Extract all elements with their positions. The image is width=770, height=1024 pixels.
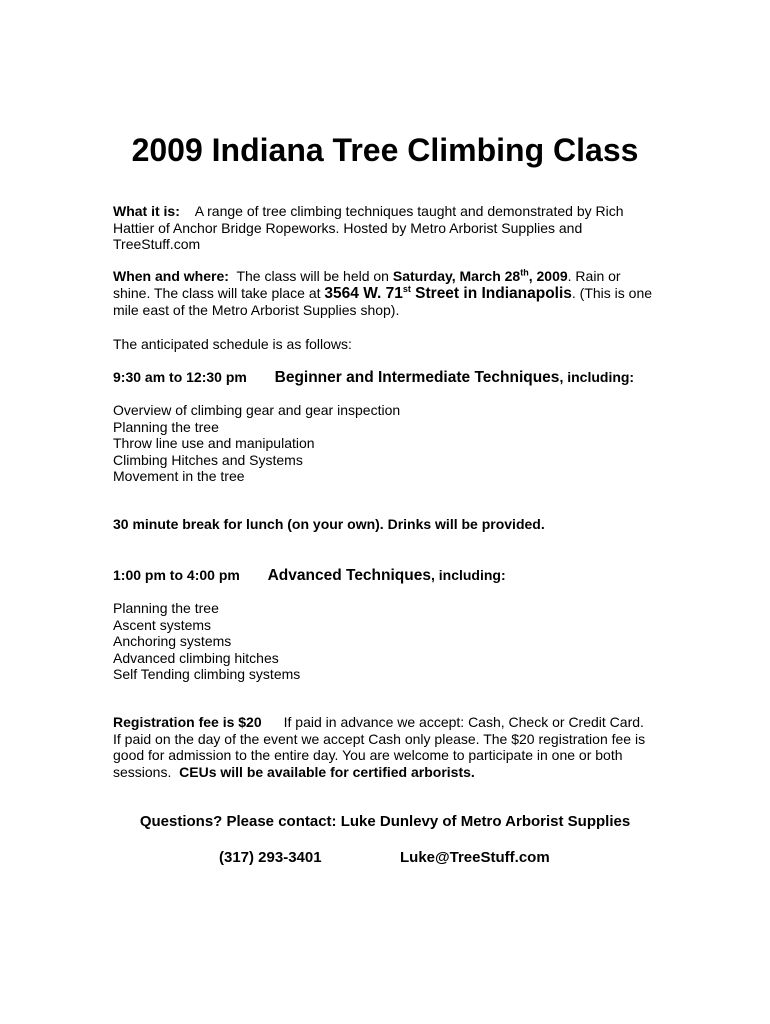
contact-line: Questions? Please contact: Luke Dunlevy of Metro Arborist Supplies: [139, 813, 631, 830]
list-item: Overview of climbing gear and gear inspection: [113, 402, 401, 418]
list-item: Movement in the tree: [113, 468, 245, 484]
session-2-title: Advanced Techniques: [267, 567, 431, 584]
what-it-is-paragraph: [113, 203, 658, 253]
session-1-list: [113, 402, 400, 485]
registration-text: If paid in advance we accept: Cash, Check or Credit Card. If paid on the day of the event we accept Cash only please. The $20 registration fee is good for admission to the entire day. You are welcome to participate in one or both sessions.: [113, 714, 646, 780]
when-text-1: The class will be held on: [236, 268, 389, 284]
list-item: Advanced climbing hitches: [113, 649, 279, 666]
session-1-title: Beginner and Intermediate Techniques: [274, 369, 560, 386]
lunch-note: 30 minute break for lunch (on your own). Drinks will be provided.: [113, 516, 545, 532]
event-address: 3564 W. 71st Street in Indianapolis: [324, 283, 572, 302]
when-where-paragraph: [113, 268, 658, 319]
session-2-suffix: , including:: [430, 567, 506, 583]
ceu-note: CEUs will be available for certified arborists.: [179, 763, 475, 780]
event-date: Saturday, March 28th, 2009: [392, 267, 568, 284]
schedule-intro: The anticipated schedule is as follows:: [113, 336, 352, 352]
when-label: When and where:: [113, 268, 229, 284]
list-item: Planning the tree: [113, 600, 219, 616]
session-1-heading: [113, 368, 634, 387]
session-2-heading: [113, 566, 506, 585]
contact-phone: (317) 293-3401: [219, 849, 322, 866]
what-label: What it is:: [113, 203, 180, 219]
list-item: Ascent systems: [113, 616, 212, 633]
list-item: Planning the tree: [113, 418, 219, 435]
what-text: A range of tree climbing techniques taught and demonstrated by Rich Hattier of Anchor Bridge Ropeworks. Hosted by Metro Arborist Supplies and TreeStuff.com: [113, 203, 624, 252]
session-1-suffix: , including:: [559, 369, 635, 385]
session-2-time: 1:00 pm to 4:00 pm: [113, 567, 240, 583]
session-2-list: [113, 600, 300, 683]
when-text-3: . (This is one mile east of the Metro Arborist Supplies shop).: [113, 284, 653, 318]
list-item: Climbing Hitches and Systems: [113, 451, 303, 468]
session-1-time: 9:30 am to 12:30 pm: [113, 369, 247, 385]
registration-paragraph: [113, 714, 653, 780]
contact-email[interactable]: Luke@TreeStuff.com: [400, 849, 550, 866]
list-item: Anchoring systems: [113, 633, 232, 649]
registration-label: Registration fee is $20: [113, 714, 262, 730]
list-item: Self Tending climbing systems: [113, 666, 301, 682]
page-title: 2009 Indiana Tree Climbing Class: [131, 132, 639, 168]
when-text-2: . Rain or shine. The class will take place at: [113, 268, 621, 301]
list-item: Throw line use and manipulation: [113, 435, 315, 451]
